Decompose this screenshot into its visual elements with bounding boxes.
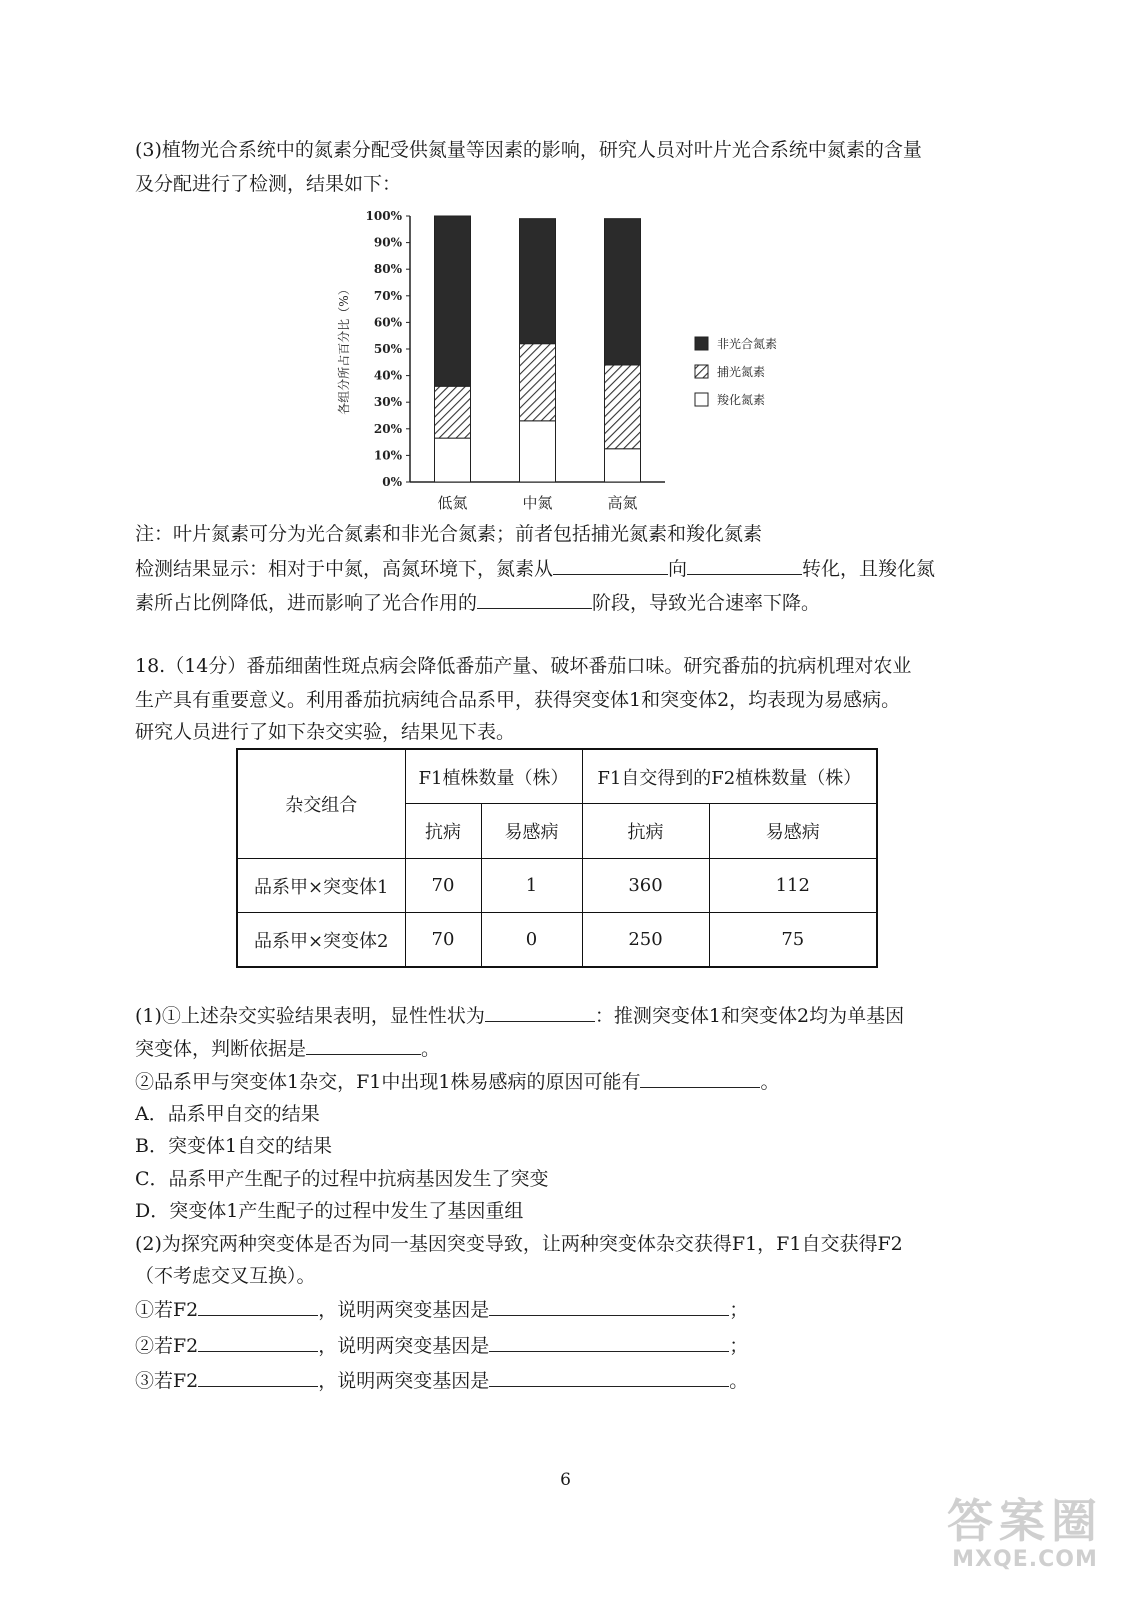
subheader-f2-suscept: 易感病 bbox=[709, 804, 877, 859]
result-text-b: 向 bbox=[668, 558, 688, 580]
answer-blank-case2-gene[interactable] bbox=[489, 1333, 729, 1352]
nitrogen-allocation-chart bbox=[320, 200, 830, 520]
answer-blank-case3-gene[interactable] bbox=[489, 1368, 729, 1387]
y-tick-label: 20% bbox=[373, 421, 402, 436]
y-tick-label: 10% bbox=[373, 448, 402, 463]
answer-blank-from[interactable] bbox=[553, 556, 668, 575]
table-header-row bbox=[237, 749, 877, 804]
x-category-label: 中氮 bbox=[522, 494, 553, 512]
page-number: 6 bbox=[560, 1470, 571, 1490]
bar-segment-white bbox=[605, 449, 641, 482]
answer-blank-stage[interactable] bbox=[477, 590, 592, 609]
q17-line-2: 及分配进行了检测，结果如下： bbox=[135, 173, 402, 195]
answer-blank-case1-f2[interactable] bbox=[198, 1297, 318, 1316]
y-tick-label: 50% bbox=[373, 342, 402, 356]
case-1 bbox=[135, 1297, 748, 1322]
header-cross: 杂交组合 bbox=[237, 749, 405, 859]
q18-2-text-a: ②品系甲与突变体1杂交，F1中出现1株易感病的原因可能有 bbox=[135, 1071, 641, 1093]
watermark-logo bbox=[930, 1495, 1120, 1590]
q18-1-line-2 bbox=[135, 1036, 440, 1061]
y-tick-label: 0% bbox=[382, 475, 402, 489]
case-3 bbox=[135, 1368, 748, 1393]
table-row bbox=[237, 859, 877, 913]
cell-cross: 品系甲×突变体1 bbox=[237, 859, 405, 913]
bar-segment-hatched bbox=[435, 386, 471, 438]
x-category-label: 低氮 bbox=[437, 494, 468, 512]
y-tick-label: 60% bbox=[373, 315, 402, 330]
legend-swatch bbox=[695, 393, 708, 406]
header-f2: F1自交得到的F2植株数量（株） bbox=[582, 749, 877, 804]
result-line-2 bbox=[135, 590, 820, 615]
chart-note: 注：叶片氮素可分为光合氮素和非光合氮素；前者包括捕光氮素和羧化氮素 bbox=[135, 523, 763, 545]
q18-1-text-c: 突变体，判断依据是 bbox=[135, 1038, 307, 1060]
subheader-f1-resist: 抗病 bbox=[405, 804, 481, 859]
y-tick-label: 70% bbox=[373, 288, 402, 303]
q18-1-line-3 bbox=[135, 1069, 779, 1094]
y-tick-label: 100% bbox=[365, 209, 402, 223]
legend-label: 捕光氮素 bbox=[717, 365, 766, 379]
case-2-end: ； bbox=[729, 1335, 749, 1357]
q18-1-text-a: (1)①上述杂交实验结果表明，显性性状为 bbox=[135, 1005, 485, 1027]
x-category-label: 高氮 bbox=[607, 494, 638, 512]
case-1-text-a: ①若F2 bbox=[135, 1299, 199, 1321]
y-tick-label: 90% bbox=[373, 235, 402, 250]
case-2-text-a: ②若F2 bbox=[135, 1335, 199, 1357]
cell-f2-suscept: 75 bbox=[709, 913, 877, 968]
legend-label: 非光合氮素 bbox=[717, 337, 778, 351]
cell-f2-resist: 250 bbox=[582, 913, 709, 968]
cell-f1-resist: 70 bbox=[405, 913, 481, 968]
q17-line-1: (3)植物光合系统中的氮素分配受供氮量等因素的影响，研究人员对叶片光合系统中氮素的含量 bbox=[135, 139, 922, 161]
watermark-url: MXQE.COM bbox=[952, 1547, 1098, 1572]
answer-blank-case1-gene[interactable] bbox=[489, 1297, 729, 1316]
option-a[interactable]: A．品系甲自交的结果 bbox=[135, 1103, 320, 1125]
case-2-text-b: ，说明两突变基因是 bbox=[318, 1335, 490, 1357]
option-d[interactable]: D．突变体1产生配子的过程中发生了基因重组 bbox=[135, 1200, 524, 1222]
cell-f1-suscept: 0 bbox=[481, 913, 582, 968]
case-3-end: 。 bbox=[729, 1370, 749, 1392]
y-tick-label: 40% bbox=[373, 368, 402, 383]
q18-2-line-2: （不考虑交叉互换）。 bbox=[135, 1265, 316, 1287]
bar-segment-black bbox=[520, 219, 556, 344]
bar-segment-white bbox=[435, 438, 471, 482]
answer-blank-basis[interactable] bbox=[306, 1036, 421, 1055]
legend-swatch bbox=[695, 365, 708, 378]
subheader-f1-suscept: 易感病 bbox=[481, 804, 582, 859]
answer-blank-reason[interactable] bbox=[640, 1069, 760, 1088]
q18-line-1: 18.（14分）番茄细菌性斑点病会降低番茄产量、破坏番茄口味。研究番茄的抗病机理对农业 bbox=[135, 655, 912, 677]
q18-1-line-1 bbox=[135, 1003, 904, 1028]
q18-2-line-1: (2)为探究两种突变体是否为同一基因突变导致，让两种突变体杂交获得F1，F1自交获得F2 bbox=[135, 1233, 903, 1255]
case-3-text-b: ，说明两突变基因是 bbox=[318, 1370, 490, 1392]
y-tick-label: 80% bbox=[373, 262, 402, 277]
result-text-e: 阶段，导致光合速率下降。 bbox=[592, 592, 821, 614]
answer-blank-to[interactable] bbox=[687, 556, 802, 575]
q18-1-text-d: 。 bbox=[421, 1038, 441, 1060]
q18-line-2: 生产具有重要意义。利用番茄抗病纯合品系甲，获得突变体1和突变体2，均表现为易感病。 bbox=[135, 689, 901, 711]
answer-blank-case3-f2[interactable] bbox=[198, 1368, 318, 1387]
watermark-logo-text: 答案圈 bbox=[947, 1494, 1103, 1548]
bar-segment-hatched bbox=[520, 344, 556, 421]
bar-segment-white bbox=[520, 421, 556, 482]
case-2 bbox=[135, 1333, 748, 1358]
q18-1-text-b: ：推测突变体1和突变体2均为单基因 bbox=[594, 1005, 905, 1027]
result-text-d: 素所占比例降低，进而影响了光合作用的 bbox=[135, 592, 478, 614]
q18-2-text-b: 。 bbox=[760, 1071, 780, 1093]
q18-line-3: 研究人员进行了如下杂交实验，结果见下表。 bbox=[135, 721, 516, 743]
result-line-1 bbox=[135, 556, 935, 581]
result-text-a: 检测结果显示：相对于中氮，高氮环境下，氮素从 bbox=[135, 558, 554, 580]
option-c[interactable]: C．品系甲产生配子的过程中抗病基因发生了突变 bbox=[135, 1168, 549, 1190]
cell-f2-suscept: 112 bbox=[709, 859, 877, 913]
bar-segment-black bbox=[435, 216, 471, 386]
legend-label: 羧化氮素 bbox=[717, 393, 766, 407]
cell-cross: 品系甲×突变体2 bbox=[237, 913, 405, 968]
y-axis-label: 各组分所占百分比（%） bbox=[337, 283, 351, 415]
cross-results-table bbox=[236, 748, 878, 968]
legend-swatch bbox=[695, 337, 708, 350]
answer-blank-case2-f2[interactable] bbox=[198, 1333, 318, 1352]
option-b[interactable]: B．突变体1自交的结果 bbox=[135, 1135, 333, 1157]
cell-f1-suscept: 1 bbox=[481, 859, 582, 913]
case-1-text-b: ，说明两突变基因是 bbox=[318, 1299, 490, 1321]
table-row bbox=[237, 913, 877, 968]
case-1-end: ； bbox=[729, 1299, 749, 1321]
bar-segment-hatched bbox=[605, 365, 641, 449]
header-f1: F1植株数量（株） bbox=[405, 749, 582, 804]
bar-segment-black bbox=[605, 219, 641, 365]
cell-f2-resist: 360 bbox=[582, 859, 709, 913]
cell-f1-resist: 70 bbox=[405, 859, 481, 913]
answer-blank-dominant[interactable] bbox=[485, 1003, 595, 1022]
y-tick-label: 30% bbox=[373, 395, 402, 410]
case-3-text-a: ③若F2 bbox=[135, 1370, 199, 1392]
result-text-c: 转化，且羧化氮 bbox=[802, 558, 936, 580]
subheader-f2-resist: 抗病 bbox=[582, 804, 709, 859]
